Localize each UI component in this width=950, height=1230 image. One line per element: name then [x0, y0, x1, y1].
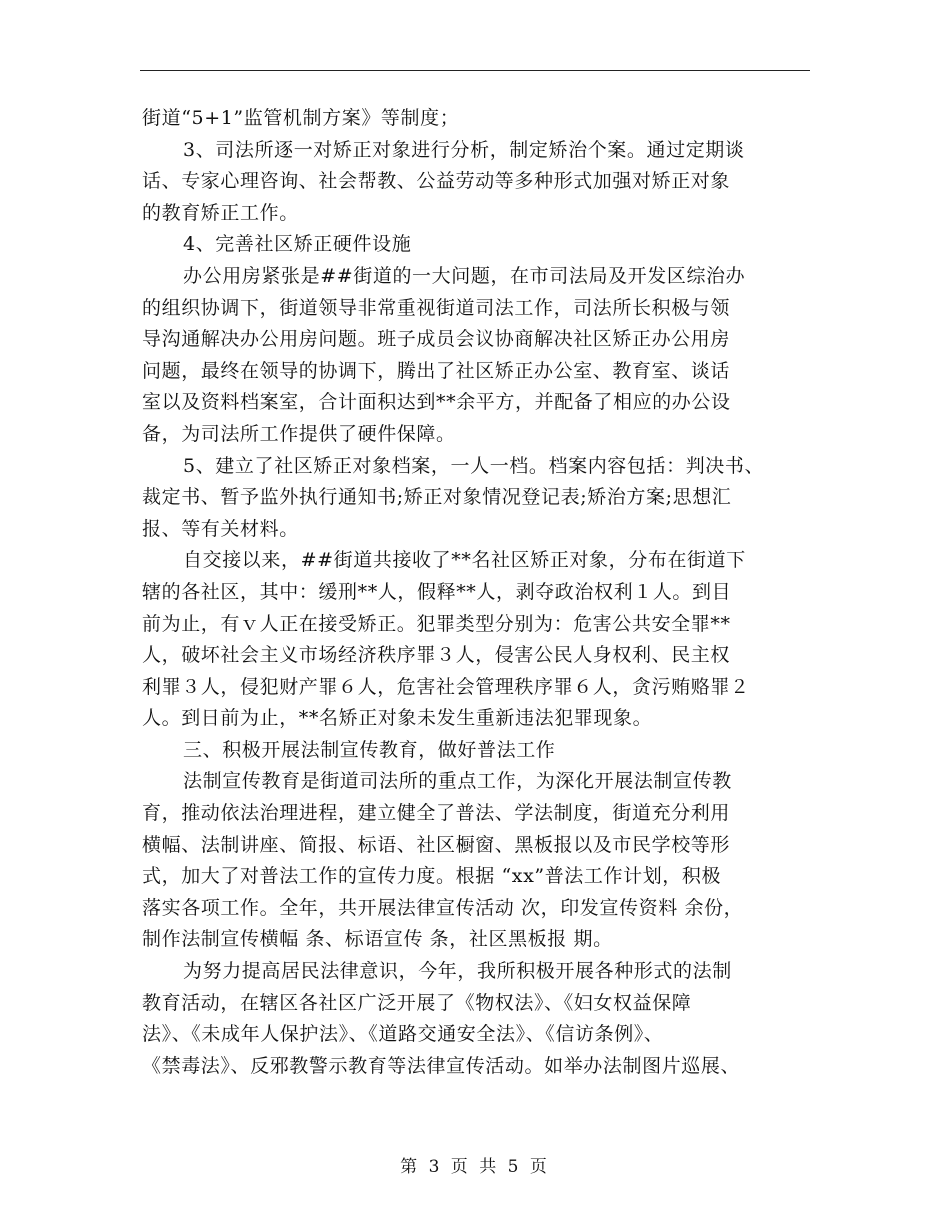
text-line: 式，加大了对普法工作的宣传力度。根据 “xx”普法工作计划，积极	[142, 865, 722, 888]
header-rule	[140, 70, 810, 71]
text-line: 落实各项工作。全年，共开展法律宣传活动 次，印发宣传资料 余份，	[142, 896, 744, 919]
text-line: 报、等有关材料。	[142, 517, 299, 540]
text-line: 辖的各社区，其中：缓刑**人，假释**人，剥夺政治权利１人。到目	[142, 580, 732, 603]
text-line: 导沟通解决办公用房问题。班子成员会议协商解决社区矫正办公用房	[142, 328, 731, 351]
page-footer: 第 3 页 共 5 页	[400, 1157, 550, 1177]
text-line: 5、建立了社区矫正对象档案，一人一档。档案内容包括：判决书、	[183, 454, 765, 477]
text-line: 室以及资料档案室，合计面积达到**余平方，并配备了相应的办公设	[142, 391, 731, 414]
text-line: 问题，最终在领导的协调下，腾出了社区矫正办公室、教育室、谈话	[142, 359, 731, 382]
text-line: 人。到日前为止，**名矫正对象未发生重新违法犯罪现象。	[142, 707, 653, 730]
text-line: 法制宣传教育是街道司法所的重点工作，为深化开展法制宣传教	[183, 770, 732, 793]
text-line: 办公用房紧张是##街道的一大问题，在市司法局及开发区综治办	[183, 264, 746, 287]
text-line: 自交接以来，##街道共接收了**名社区矫正对象，分布在街道下	[183, 549, 746, 572]
document-body	[142, 103, 832, 1082]
text-line: 裁定书、暂予监外执行通知书;矫正对象情况登记表;矫治方案;思想汇	[142, 486, 732, 509]
text-line: 为努力提高居民法律意识，今年，我所积极开展各种形式的法制	[183, 960, 732, 983]
text-line: 3、司法所逐一对矫正对象进行分析，制定矫治个案。通过定期谈	[183, 138, 745, 161]
text-line: 《禁毒法》、反邪教警示教育等法律宣传活动。如举办法制图片巡展、	[142, 1054, 741, 1077]
text-line: 横幅、法制讲座、简报、标语、社区橱窗、黑板报以及市民学校等形	[142, 833, 731, 856]
text-line: 利罪３人，侵犯财产罪６人，危害社会管理秩序罪６人，贪污贿赂罪２	[142, 675, 750, 698]
text-line: 前为止，有ｖ人正在接受矫正。犯罪类型分别为：危害公共安全罪**	[142, 612, 731, 635]
text-line: 法》、《未成年人保护法》、《道路交通安全法》、《信访条例》、	[142, 1023, 664, 1046]
text-line: 育，推动依法治理进程，建立健全了普法、学法制度，街道充分利用	[142, 802, 731, 825]
text-line: 4、完善社区矫正硬件设施	[183, 233, 412, 256]
text-line: 话、专家心理咨询、社会帮教、公益劳动等多种形式加强对矫正对象	[142, 170, 731, 193]
text-line: 制作法制宣传横幅 条、标语宣传 条，社区黑板报 期。	[142, 928, 613, 951]
text-line: 三、积极开展法制宣传教育，做好普法工作	[183, 738, 556, 761]
text-line: 的教育矫正工作。	[142, 201, 299, 224]
text-line: 街道“5+1”监管机制方案》等制度；	[142, 107, 460, 129]
text-line: 人，破坏社会主义市场经济秩序罪３人，侵害公民人身权利、民主权	[142, 644, 731, 667]
text-line: 备，为司法所工作提供了硬件保障。	[142, 422, 456, 445]
text-line: 的组织协调下，街道领导非常重视街道司法工作，司法所长积极与领	[142, 296, 731, 319]
text-line: 教育活动，在辖区各社区广泛开展了《物权法》、《妇女权益保障	[142, 991, 692, 1014]
